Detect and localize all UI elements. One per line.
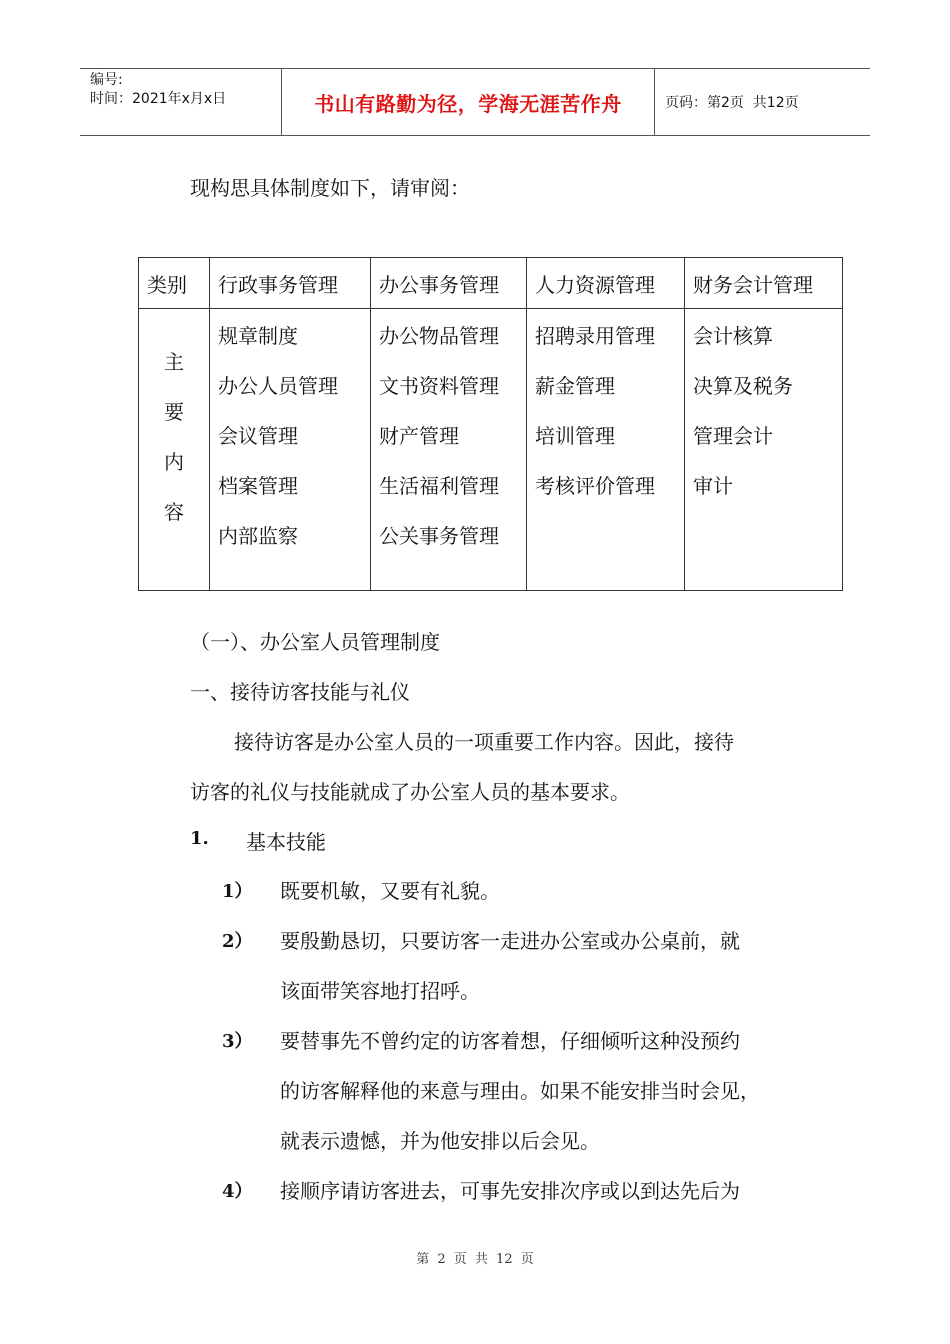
list-item: 生活福利管理: [379, 474, 499, 498]
table-cell-admin: [210, 309, 371, 591]
list-item: 管理会计: [693, 424, 773, 448]
item-number: 1.: [190, 828, 209, 849]
table-cell-finance: [685, 309, 843, 591]
sub-title: 一、接待访客技能与礼仪: [190, 680, 410, 704]
list-item: 公关事务管理: [379, 524, 499, 548]
list-item: 会议管理: [218, 424, 298, 448]
page-header: [80, 68, 870, 136]
row-label: [139, 309, 210, 591]
list-item: 考核评价管理: [535, 474, 655, 498]
subitem-line: 该面带笑容地打招呼。: [280, 979, 480, 1003]
list-item: 财产管理: [379, 424, 459, 448]
list-item: 规章制度: [218, 324, 298, 348]
subitem-number: 4）: [222, 1181, 253, 1202]
page-label: 页码：第2页 共12页: [665, 95, 799, 111]
paragraph-line: 接待访客是办公室人员的一项重要工作内容。因此，接待: [234, 730, 734, 754]
list-item: 审计: [693, 474, 733, 498]
table-header-cell: 人力资源管理: [527, 258, 685, 309]
table-header-cell: 财务会计管理: [685, 258, 843, 309]
table-header-cell: 办公事务管理: [371, 258, 527, 309]
subitem-line: 的访客解释他的来意与理由。如果不能安排当时会见，: [280, 1079, 760, 1103]
paragraph-line: 访客的礼仪与技能就成了办公室人员的基本要求。: [190, 780, 630, 804]
intro-text: 现构思具体制度如下，请审阅：: [190, 176, 470, 200]
list-item: 决算及税务: [693, 374, 793, 398]
list-item: 内部监察: [218, 524, 298, 548]
row-label-char: 内: [164, 450, 184, 474]
list-item: 办公人员管理: [218, 374, 338, 398]
row-label-char: 要: [164, 400, 184, 424]
subitem-line: 要替事先不曾约定的访客着想，仔细倾听这种没预约: [280, 1029, 740, 1053]
list-item: 办公物品管理: [379, 324, 499, 348]
table-header-row: [139, 258, 843, 309]
page-footer: 第 2 页 共 12 页: [416, 1252, 534, 1267]
list-item: 薪金管理: [535, 374, 615, 398]
list-item: 文书资料管理: [379, 374, 499, 398]
date-label: 时间：2021年x月x日: [90, 91, 227, 107]
serial-label: 编号:: [90, 72, 123, 88]
header-meta: [80, 69, 282, 135]
list-item: 档案管理: [218, 474, 298, 498]
category-table: [138, 257, 843, 591]
subitem-line: 既要机敏，又要有礼貌。: [280, 879, 500, 903]
table-body-row: [139, 309, 843, 591]
subitem-number: 3）: [222, 1031, 253, 1052]
row-label-char: 主: [164, 350, 184, 374]
item-heading: 基本技能: [246, 830, 326, 854]
list-item: 会计核算: [693, 324, 773, 348]
subitem-number: 2）: [222, 931, 253, 952]
section-title: （一）、办公室人员管理制度: [190, 630, 440, 654]
table-cell-hr: [527, 309, 685, 591]
header-motto: 书山有路勤为径，学海无涯苦作舟: [282, 69, 655, 135]
table-header-cell: 行政事务管理: [210, 258, 371, 309]
subitem-line: 就表示遗憾，并为他安排以后会见。: [280, 1129, 600, 1153]
row-label-char: 容: [164, 500, 184, 524]
subitem-line: 接顺序请访客进去，可事先安排次序或以到达先后为: [280, 1179, 740, 1203]
subitem-number: 1）: [222, 881, 253, 902]
list-item: 招聘录用管理: [535, 324, 655, 348]
header-page-info: [655, 69, 870, 135]
table-header-cell: 类别: [139, 258, 210, 309]
subitem-line: 要殷勤恳切，只要访客一走进办公室或办公桌前，就: [280, 929, 740, 953]
table-cell-office: [371, 309, 527, 591]
list-item: 培训管理: [535, 424, 615, 448]
